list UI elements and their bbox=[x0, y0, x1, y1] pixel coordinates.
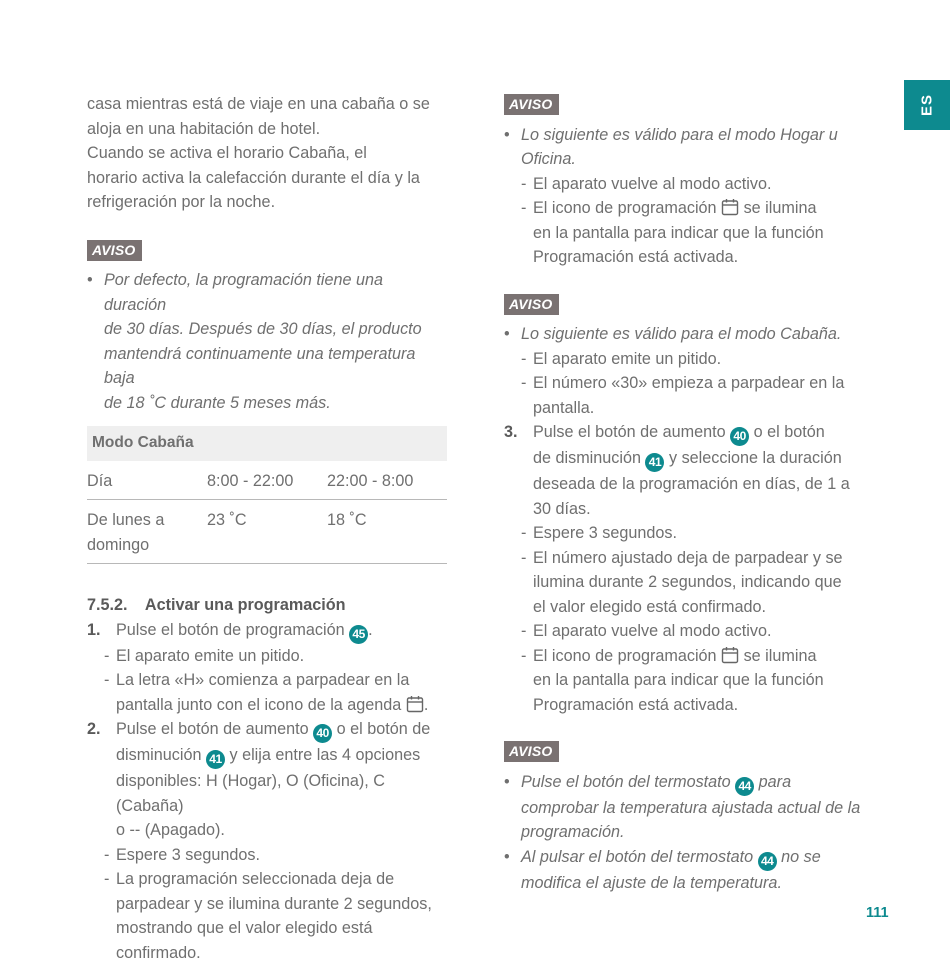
table-header-cell: 22:00 - 8:00 bbox=[327, 461, 447, 500]
aviso-label: AVISO bbox=[504, 741, 559, 762]
step-text: y seleccione la duración bbox=[669, 449, 842, 467]
step-2-result: - Espere 3 segundos. bbox=[87, 843, 447, 868]
result-line: parpadear y se ilumina durante 2 segundos, bbox=[116, 892, 447, 917]
bullet-line: de 18 ˚C durante 5 meses más. bbox=[104, 391, 447, 416]
bullet-line: mantendrá continuamente una temperatura baja bbox=[104, 342, 447, 391]
bullet-line: no se bbox=[781, 848, 821, 866]
step-text: 30 días. bbox=[533, 497, 864, 522]
language-tab-label: ES bbox=[919, 94, 936, 116]
result-line: ilumina durante 2 segundos, indicando que bbox=[533, 570, 864, 595]
step-text: o el botón de bbox=[337, 720, 431, 738]
page-number: 111 bbox=[866, 905, 889, 921]
table-cell: 23 ˚C bbox=[207, 500, 327, 564]
bullet-line: Pulse el botón del termostato bbox=[521, 773, 731, 791]
result-line: pantalla junto con el icono de la agenda bbox=[116, 696, 401, 714]
bullet-line: comprobar la temperatura ajustada actual de la bbox=[521, 796, 864, 821]
result-line: Espere 3 segundos. bbox=[533, 521, 864, 546]
step-text: Pulse el botón de aumento bbox=[533, 423, 726, 441]
aviso-dash: - El icono de programación se ilumina en la pantalla para indicar que la función Programación está activada. bbox=[504, 196, 864, 270]
step-number: 1. bbox=[87, 618, 101, 643]
button-44-badge: 44 bbox=[735, 777, 754, 796]
button-45-badge: 45 bbox=[349, 625, 368, 644]
step-2 bbox=[87, 717, 447, 843]
intro-paragraph bbox=[87, 92, 447, 215]
step-text: o -- (Apagado). bbox=[116, 818, 447, 843]
step-text: y elija entre las 4 opciones bbox=[229, 746, 420, 764]
right-column bbox=[504, 92, 864, 895]
step-text: disminución bbox=[116, 746, 201, 764]
step-text: . bbox=[368, 621, 373, 639]
step-1-result: - La letra «H» comienza a parpadear en la pantalla junto con el icono de la agenda . bbox=[87, 668, 447, 717]
aviso-dash: - El aparato vuelve al modo activo. bbox=[504, 172, 864, 197]
aviso-dash: - El aparato emite un pitido. bbox=[504, 347, 864, 372]
step-3-result: - Espere 3 segundos. bbox=[504, 521, 864, 546]
step-3-result: - El icono de programación se ilumina en la pantalla para indicar que la función Programación está activada. bbox=[504, 644, 864, 718]
table-title: Modo Cabaña bbox=[87, 426, 447, 461]
dash-line: Programación está activada. bbox=[533, 245, 864, 270]
step-1 bbox=[87, 618, 447, 644]
step-number: 3. bbox=[504, 420, 518, 445]
button-41-badge: 41 bbox=[645, 453, 664, 472]
button-41-badge: 41 bbox=[206, 750, 225, 769]
step-text: Pulse el botón de aumento bbox=[116, 720, 309, 738]
step-3-result: - El aparato vuelve al modo activo. bbox=[504, 619, 864, 644]
button-40-badge: 40 bbox=[313, 724, 332, 743]
result-line: La programación seleccionada deja de bbox=[116, 867, 447, 892]
result-line: mostrando que el valor elegido está bbox=[116, 916, 447, 941]
result-line: El icono de programación bbox=[533, 647, 717, 665]
aviso-bullet: • Al pulsar el botón del termostato 44 no se modifica el ajuste de la temperatura. bbox=[504, 845, 864, 896]
calendar-icon bbox=[721, 646, 739, 664]
step-text: de disminución bbox=[533, 449, 641, 467]
aviso-note-3 bbox=[504, 292, 864, 421]
left-column bbox=[87, 92, 447, 965]
calendar-icon bbox=[406, 695, 424, 713]
result-line: confirmado. bbox=[116, 941, 447, 965]
result-line: El número ajustado deja de parpadear y se bbox=[533, 546, 864, 571]
step-text: Pulse el botón de programación bbox=[116, 621, 345, 639]
result-line: Espere 3 segundos. bbox=[116, 843, 447, 868]
bullet-line: de 30 días. Después de 30 días, el producto bbox=[104, 317, 447, 342]
aviso-bullet: • Pulse el botón del termostato 44 para comprobar la temperatura ajustada actual de la programación. bbox=[504, 770, 864, 845]
language-tab bbox=[904, 80, 950, 130]
table-cell: De lunes a domingo bbox=[87, 500, 207, 564]
step-3 bbox=[504, 420, 864, 521]
button-44-badge: 44 bbox=[758, 852, 777, 871]
aviso-bullet: • Lo siguiente es válido para el modo Hogar u Oficina. bbox=[504, 123, 864, 172]
result-line: El aparato vuelve al modo activo. bbox=[533, 619, 864, 644]
dash-line: El aparato emite un pitido. bbox=[533, 347, 864, 372]
bullet-line: Oficina. bbox=[521, 147, 864, 172]
intro-line: aloja en una habitación de hotel. bbox=[87, 117, 447, 142]
cabana-schedule-table bbox=[87, 426, 447, 564]
dash-line: en la pantalla para indicar que la función bbox=[533, 221, 864, 246]
step-1-result: - El aparato emite un pitido. bbox=[87, 644, 447, 669]
result-line: se ilumina bbox=[744, 647, 817, 665]
bullet-line: programación. bbox=[521, 820, 864, 845]
bullet-line: Lo siguiente es válido para el modo Cabaña. bbox=[521, 322, 864, 347]
aviso-note-4 bbox=[504, 739, 864, 895]
step-text: deseada de la programación en días, de 1 a bbox=[533, 472, 864, 497]
step-number: 2. bbox=[87, 717, 101, 742]
dash-line: pantalla. bbox=[533, 396, 864, 421]
aviso-label: AVISO bbox=[87, 240, 142, 261]
aviso-bullet: • Por defecto, la programación tiene una duración de 30 días. Después de 30 días, el producto mantendrá continuamente una temperatura baja de 18 ˚C durante 5 meses más. bbox=[87, 268, 447, 415]
bullet-line: para bbox=[759, 773, 791, 791]
intro-line: refrigeración por la noche. bbox=[87, 190, 447, 215]
aviso-dash: - El número «30» empieza a parpadear en la pantalla. bbox=[504, 371, 864, 420]
table-header-cell: Día bbox=[87, 461, 207, 500]
table-cell: 18 ˚C bbox=[327, 500, 447, 564]
dash-line: El aparato vuelve al modo activo. bbox=[533, 172, 864, 197]
bullet-line: Al pulsar el botón del termostato bbox=[521, 848, 753, 866]
section-heading bbox=[87, 593, 447, 618]
intro-line: horario activa la calefacción durante el día y la bbox=[87, 166, 447, 191]
result-line: Programación está activada. bbox=[533, 693, 864, 718]
result-line: el valor elegido está confirmado. bbox=[533, 595, 864, 620]
aviso-label: AVISO bbox=[504, 294, 559, 315]
step-text: disponibles: H (Hogar), O (Oficina), C (Cabaña) bbox=[116, 769, 447, 818]
aviso-label: AVISO bbox=[504, 94, 559, 115]
button-40-badge: 40 bbox=[730, 427, 749, 446]
bullet-line: modifica el ajuste de la temperatura. bbox=[521, 871, 864, 896]
aviso-bullet: • Lo siguiente es válido para el modo Cabaña. bbox=[504, 322, 864, 347]
result-line: en la pantalla para indicar que la función bbox=[533, 668, 864, 693]
result-line: El aparato emite un pitido. bbox=[116, 644, 447, 669]
intro-line: Cuando se activa el horario Cabaña, el bbox=[87, 141, 447, 166]
table-header-cell: 8:00 - 22:00 bbox=[207, 461, 327, 500]
aviso-note-1 bbox=[87, 238, 447, 416]
dash-line: El número «30» empieza a parpadear en la bbox=[533, 371, 864, 396]
aviso-note-2 bbox=[504, 92, 864, 270]
step-text: o el botón bbox=[754, 423, 825, 441]
result-line: . bbox=[424, 696, 429, 714]
bullet-line: Lo siguiente es válido para el modo Hogar u bbox=[521, 123, 864, 148]
intro-line: casa mientras está de viaje en una cabaña o se bbox=[87, 92, 447, 117]
section-title: Activar una programación bbox=[145, 596, 346, 614]
result-line: La letra «H» comienza a parpadear en la bbox=[116, 668, 447, 693]
dash-line: El icono de programación bbox=[533, 199, 717, 217]
section-number: 7.5.2. bbox=[87, 596, 128, 614]
calendar-icon bbox=[721, 198, 739, 216]
bullet-line: Por defecto, la programación tiene una duración bbox=[104, 268, 447, 317]
step-3-result: - El número ajustado deja de parpadear y se ilumina durante 2 segundos, indicando que el valor elegido está confirmado. bbox=[504, 546, 864, 620]
step-2-result: - La programación seleccionada deja de parpadear y se ilumina durante 2 segundos, mostrando que el valor elegido está confirmado. bbox=[87, 867, 447, 965]
dash-line: se ilumina bbox=[744, 199, 817, 217]
